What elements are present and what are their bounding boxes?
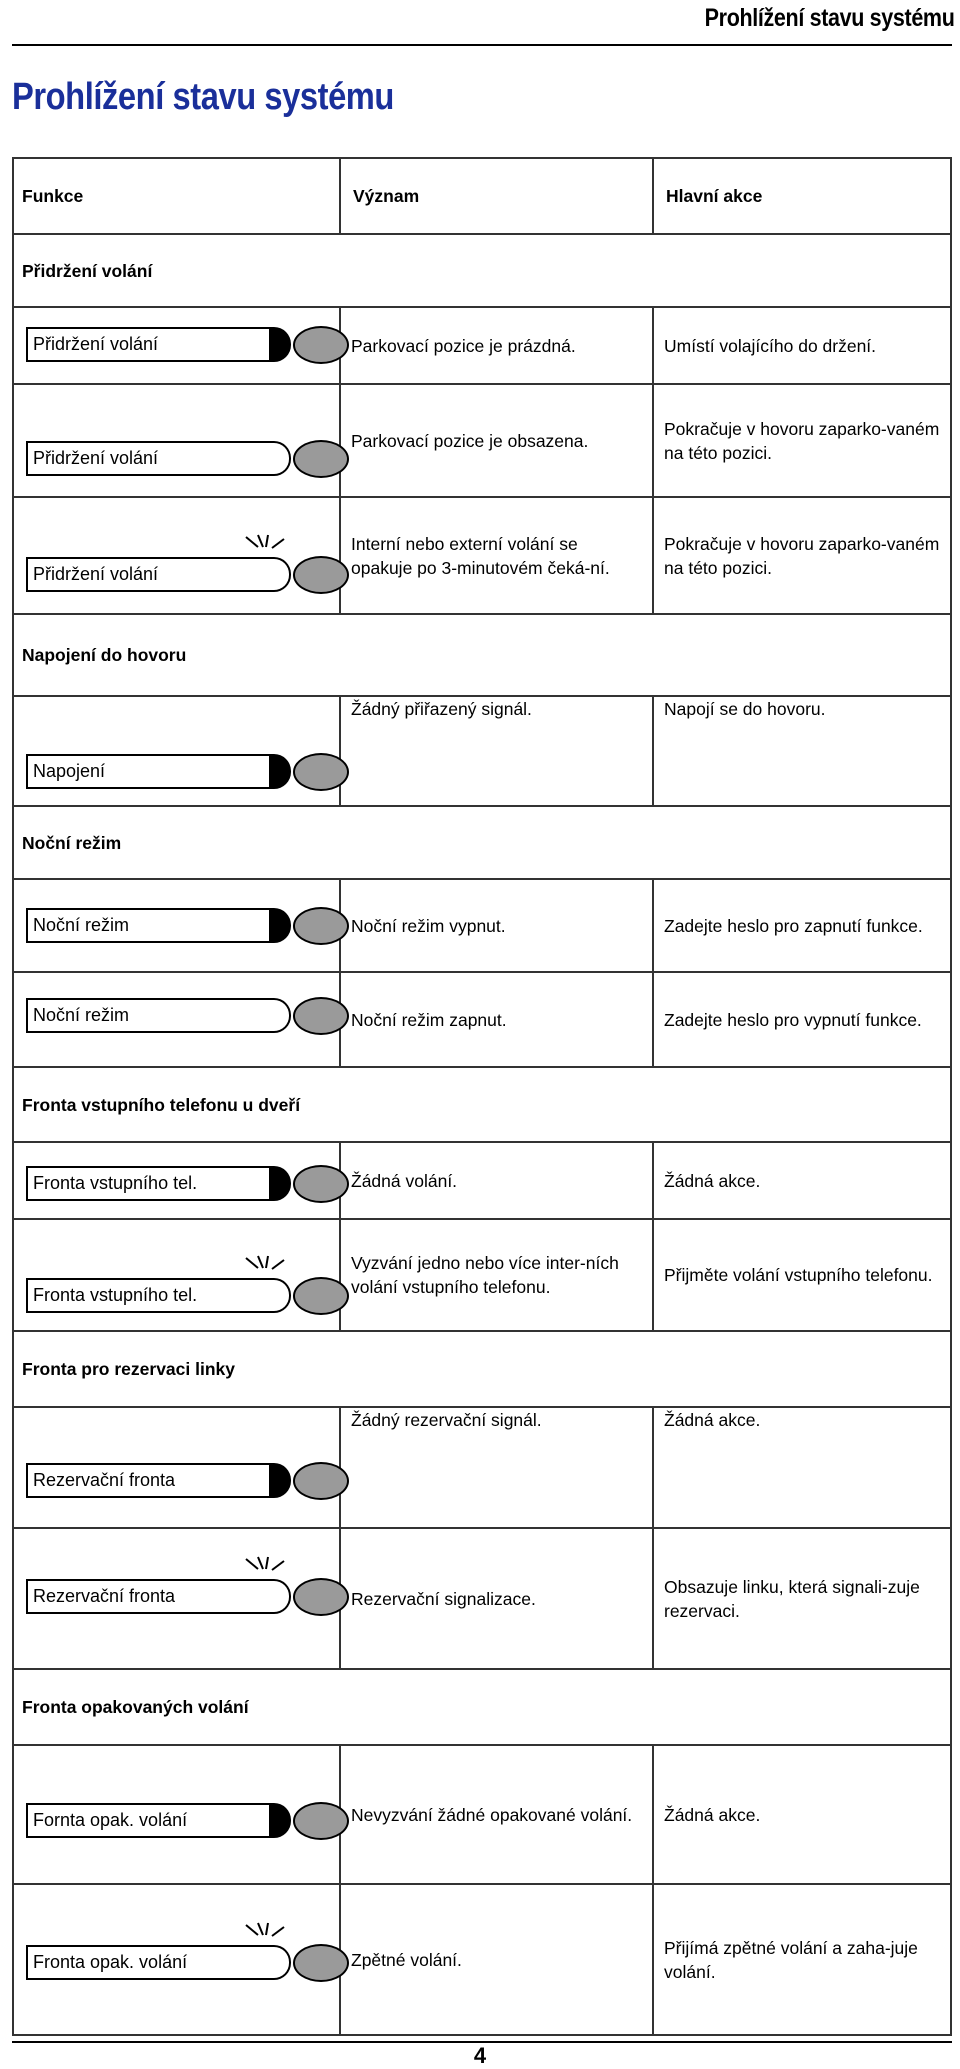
section-row <box>13 614 951 696</box>
column-header-vyznam: Význam <box>340 158 653 234</box>
action-cell: Pokračuje v hovoru zaparko-vaném na této pozici. <box>653 497 951 614</box>
action-cell: Žádná akce. <box>653 1407 951 1528</box>
meaning-cell: Parkovací pozice je obsazena. <box>340 384 653 497</box>
section-title: Fronta vstupního telefonu u dveří <box>13 1067 951 1142</box>
meaning-cell: Nevyzvání žádné opakované volání. <box>340 1745 653 1884</box>
key-lamp-icon <box>293 326 349 364</box>
lamp-lit-indicator <box>269 908 291 943</box>
flashing-signal-icon <box>242 1555 288 1581</box>
table-row <box>13 1219 951 1331</box>
column-header-funkce: Funkce <box>13 158 340 234</box>
flashing-signal-icon <box>242 1254 288 1280</box>
lamp-unlit-indicator <box>269 1579 291 1614</box>
function-key-button[interactable]: Noční režim <box>26 908 271 943</box>
flashing-signal-icon <box>242 1921 288 1947</box>
section-title: Fronta pro rezervaci linky <box>13 1331 951 1407</box>
lamp-unlit-indicator <box>269 998 291 1033</box>
page-title: Prohlížení stavu systému <box>12 76 394 118</box>
function-key-button[interactable]: Rezervační fronta <box>26 1463 271 1498</box>
table-row <box>13 1407 951 1528</box>
function-key-button[interactable]: Fronta opak. volání <box>26 1945 271 1980</box>
action-cell: Napojí se do hovoru. <box>653 696 951 806</box>
function-key-cell <box>13 1219 340 1331</box>
function-key-button[interactable]: Noční režim <box>26 998 271 1033</box>
function-key-cell <box>13 307 340 384</box>
meaning-cell: Žádný přiřazený signál. <box>340 696 653 806</box>
meaning-cell: Rezervační signalizace. <box>340 1528 653 1669</box>
key-lamp-icon <box>293 1462 349 1500</box>
table-row <box>13 879 951 972</box>
table-header-row <box>13 158 951 234</box>
table-row <box>13 497 951 614</box>
lamp-lit-indicator <box>269 1803 291 1838</box>
meaning-cell: Parkovací pozice je prázdná. <box>340 307 653 384</box>
function-key-button[interactable]: Fronta vstupního tel. <box>26 1278 271 1313</box>
key-lamp-icon <box>293 556 349 594</box>
action-cell: Obsazuje linku, která signali-zuje rezervaci. <box>653 1528 951 1669</box>
function-key-cell <box>13 1142 340 1219</box>
action-cell: Pokračuje v hovoru zaparko-vaném na této pozici. <box>653 384 951 497</box>
section-title: Fronta opakovaných volání <box>13 1669 951 1745</box>
meaning-cell: Interní nebo externí volání se opakuje po 3-minutovém čeká-ní. <box>340 497 653 614</box>
meaning-cell: Žádný rezervační signál. <box>340 1407 653 1528</box>
lamp-lit-indicator <box>269 754 291 789</box>
action-cell: Žádná akce. <box>653 1142 951 1219</box>
lamp-unlit-indicator <box>269 1278 291 1313</box>
action-cell: Zadejte heslo pro zapnutí funkce. <box>653 879 951 972</box>
function-key-cell <box>13 497 340 614</box>
action-cell: Umístí volajícího do držení. <box>653 307 951 384</box>
key-lamp-icon <box>293 907 349 945</box>
function-key-cell <box>13 972 340 1067</box>
function-key-cell <box>13 1745 340 1884</box>
key-lamp-icon <box>293 1578 349 1616</box>
meaning-cell: Vyzvání jedno nebo více inter-ních volání vstupního telefonu. <box>340 1219 653 1331</box>
key-lamp-icon <box>293 997 349 1035</box>
action-cell: Zadejte heslo pro vypnutí funkce. <box>653 972 951 1067</box>
table-row <box>13 696 951 806</box>
action-cell: Žádná akce. <box>653 1745 951 1884</box>
table-row <box>13 307 951 384</box>
function-key-button[interactable]: Fornta opak. volání <box>26 1803 271 1838</box>
section-row <box>13 1669 951 1745</box>
function-key-cell <box>13 696 340 806</box>
table-row <box>13 1745 951 1884</box>
section-row <box>13 234 951 307</box>
function-key-button[interactable]: Přidržení volání <box>26 327 271 362</box>
key-lamp-icon <box>293 1944 349 1982</box>
key-lamp-icon <box>293 1165 349 1203</box>
section-row <box>13 806 951 879</box>
action-cell: Přijímá zpětné volání a zaha-juje volání. <box>653 1884 951 2035</box>
function-key-cell <box>13 384 340 497</box>
section-title: Noční režim <box>13 806 951 879</box>
meaning-cell: Žádná volání. <box>340 1142 653 1219</box>
key-lamp-icon <box>293 753 349 791</box>
lamp-unlit-indicator <box>269 441 291 476</box>
table-row <box>13 384 951 497</box>
header-rule <box>12 44 952 46</box>
key-lamp-icon <box>293 440 349 478</box>
function-key-cell <box>13 1528 340 1669</box>
flashing-signal-icon <box>242 533 288 559</box>
meaning-cell: Zpětné volání. <box>340 1884 653 2035</box>
function-key-cell <box>13 1407 340 1528</box>
section-title: Přidržení volání <box>13 234 951 307</box>
function-key-button[interactable]: Fronta vstupního tel. <box>26 1166 271 1201</box>
running-header: Prohlížení stavu systému <box>704 4 954 32</box>
meaning-cell: Noční režim vypnut. <box>340 879 653 972</box>
key-lamp-icon <box>293 1802 349 1840</box>
meaning-cell: Noční režim zapnut. <box>340 972 653 1067</box>
table-row <box>13 1528 951 1669</box>
section-title: Napojení do hovoru <box>13 614 951 696</box>
key-lamp-icon <box>293 1277 349 1315</box>
column-header-hlavni-akce: Hlavní akce <box>653 158 951 234</box>
status-table <box>12 157 952 2036</box>
lamp-lit-indicator <box>269 327 291 362</box>
function-key-button[interactable]: Přidržení volání <box>26 441 271 476</box>
lamp-unlit-indicator <box>269 1945 291 1980</box>
table-row <box>13 1142 951 1219</box>
section-row <box>13 1331 951 1407</box>
page-number: 4 <box>473 2043 487 2068</box>
action-cell: Přijměte volání vstupního telefonu. <box>653 1219 951 1331</box>
table-row <box>13 1884 951 2035</box>
lamp-lit-indicator <box>269 1166 291 1201</box>
function-key-button[interactable]: Rezervační fronta <box>26 1579 271 1614</box>
function-key-button[interactable]: Přidržení volání <box>26 557 271 592</box>
function-key-cell <box>13 1884 340 2035</box>
function-key-cell <box>13 879 340 972</box>
function-key-button[interactable]: Napojení <box>26 754 271 789</box>
table-row <box>13 972 951 1067</box>
lamp-unlit-indicator <box>269 557 291 592</box>
section-row <box>13 1067 951 1142</box>
lamp-lit-indicator <box>269 1463 291 1498</box>
